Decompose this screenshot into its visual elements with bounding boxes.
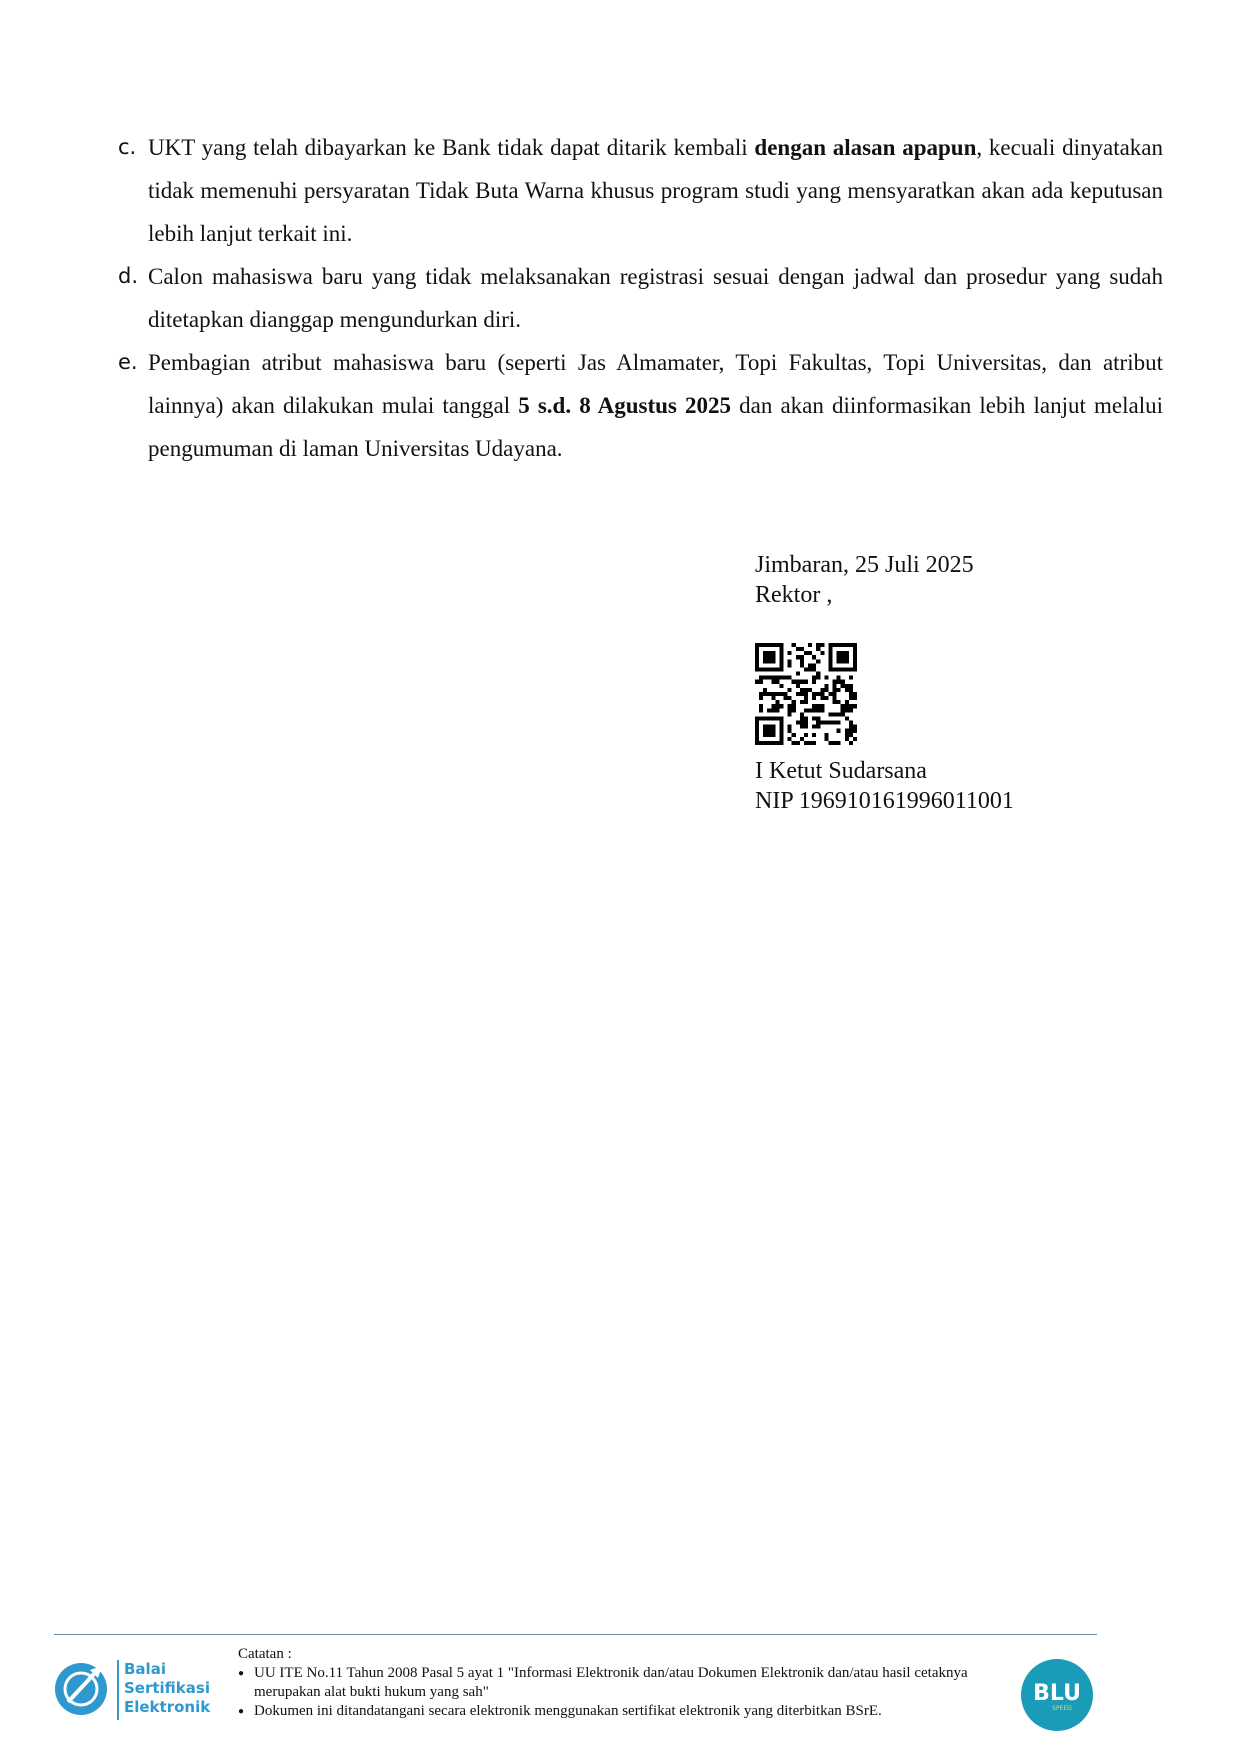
signer-nip: NIP 196910161996011001 xyxy=(755,788,1014,814)
note-item: ● UU ITE No.11 Tahun 2008 Pasal 5 ayat 1 "Informasi Elektronik dan/atau Dokumen Elektronik dan/atau hasil cetaknya merupakan alat bukti hukum yang sah" xyxy=(238,1664,1008,1702)
footer-divider xyxy=(54,1634,1097,1635)
footer-notes xyxy=(238,1645,1008,1721)
svg-text:SPEED: SPEED xyxy=(1052,1705,1072,1712)
notes-title: Catatan : xyxy=(238,1646,292,1662)
qr-code-icon xyxy=(755,643,857,745)
list-marker: e. xyxy=(118,350,138,374)
instruction-list xyxy=(118,126,1163,470)
bsre-logo xyxy=(54,1656,214,1726)
signature-block xyxy=(755,550,974,610)
blu-logo-icon xyxy=(1020,1658,1094,1732)
logo-separator xyxy=(117,1660,119,1720)
bsre-seal-icon xyxy=(54,1656,112,1718)
list-marker: d. xyxy=(118,264,139,288)
signer-position: Rektor , xyxy=(755,582,833,608)
list-marker: c. xyxy=(118,135,137,159)
list-item-e: e. Pembagian atribut mahasiswa baru (seperti Jas Almamater, Topi Fakultas, Topi Universitas, dan atribut lainnya) akan dilakukan mulai tanggal 5 s.d. 8 Agustus 2025 dan akan diinformasikan lebih lanjut melalui pengumuman di laman Universitas Udayana. xyxy=(118,341,1163,470)
list-item-c: c. UKT yang telah dibayarkan ke Bank tidak dapat ditarik kembali dengan alasan apapun, kecuali dinyatakan tidak memenuhi persyaratan Tidak Buta Warna khusus program studi yang mensyaratkan akan ada keputusan lebih lanjut terkait ini. xyxy=(118,126,1163,255)
list-item-d: d. Calon mahasiswa baru yang tidak melaksanakan registrasi sesuai dengan jadwal dan prosedur yang sudah ditetapkan dianggap mengundurkan diri. xyxy=(118,255,1163,341)
svg-text:BLU: BLU xyxy=(1033,1681,1081,1706)
signer-block xyxy=(755,756,1014,816)
place-date: Jimbaran, 25 Juli 2025 xyxy=(755,552,974,578)
signer-name: I Ketut Sudarsana xyxy=(755,758,927,784)
bsre-logo-text: Balai Sertifikasi Elektronik xyxy=(124,1660,211,1716)
note-item: ● Dokumen ini ditandatangani secara elektronik menggunakan sertifikat elektronik yang diterbitkan BSrE. xyxy=(238,1702,1008,1721)
